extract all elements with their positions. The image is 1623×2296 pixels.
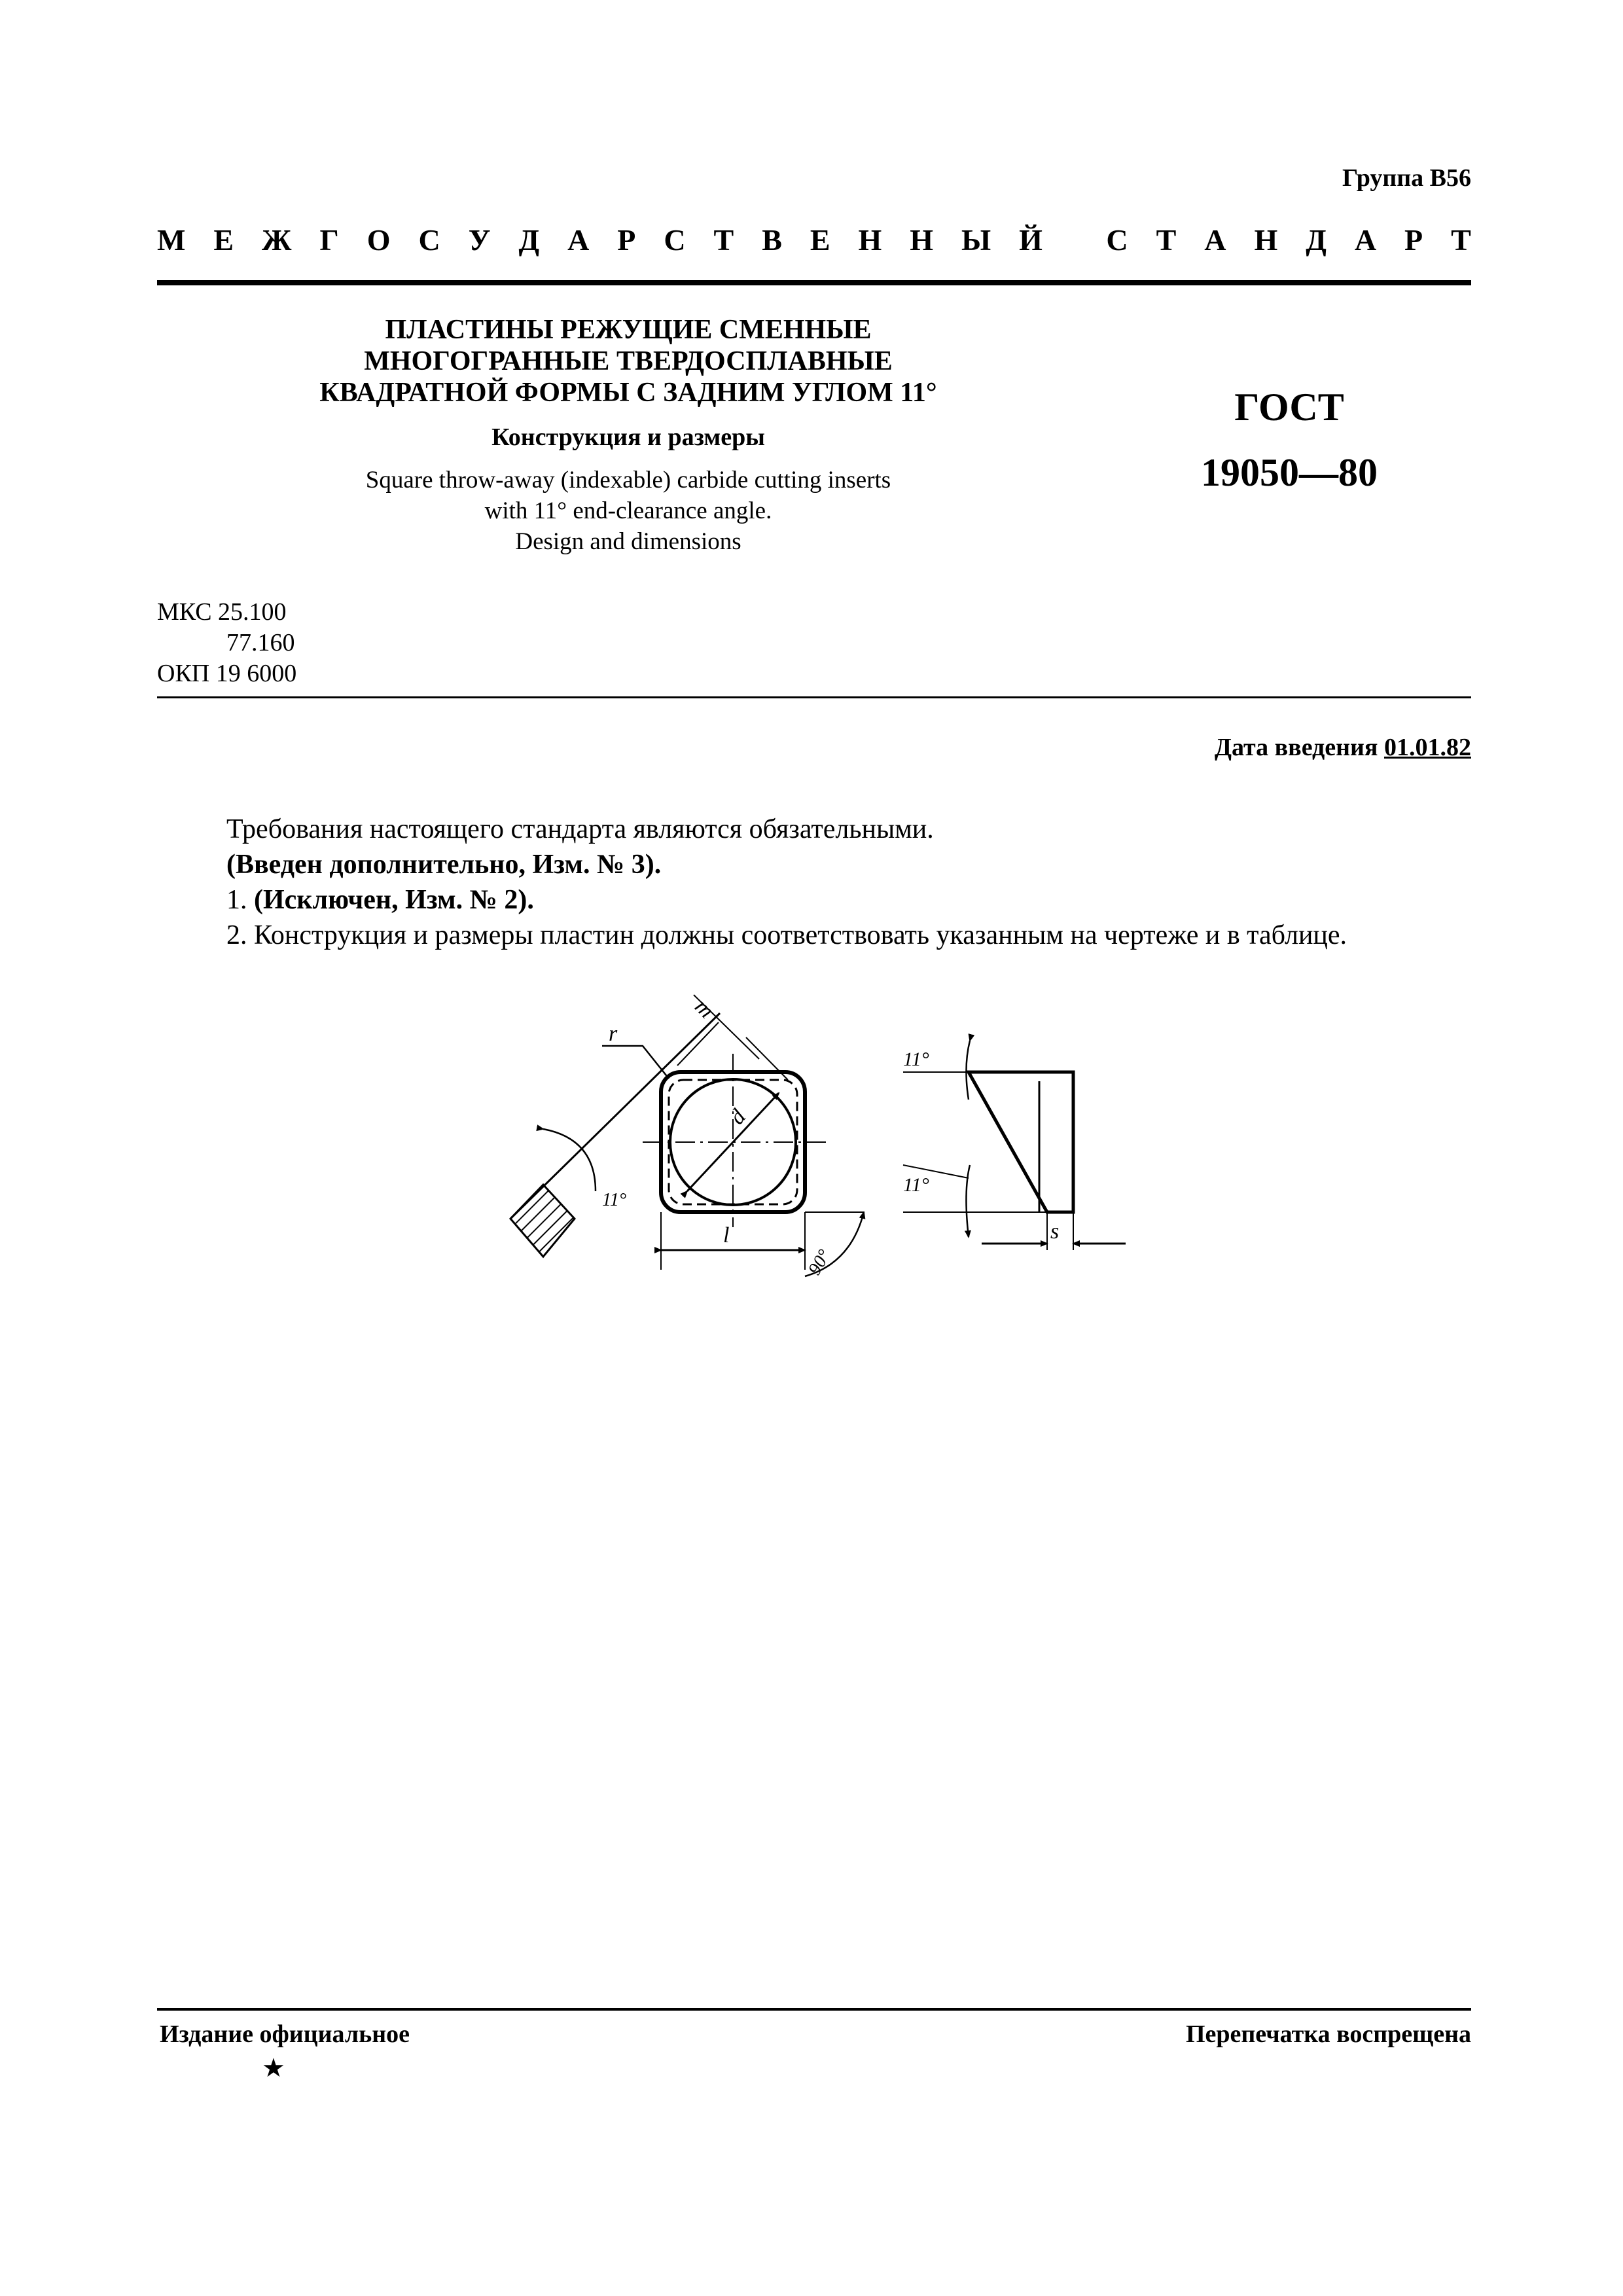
- standard-type-letter: [1071, 223, 1079, 257]
- item-1-text: (Исключен, Изм. № 2).: [254, 885, 534, 915]
- standard-type-letter: Н: [858, 223, 882, 257]
- label-m: m: [690, 994, 719, 1024]
- standard-type-letter: В: [762, 223, 782, 257]
- standard-type-heading: [157, 223, 1471, 257]
- label-angle-11-bottom: 11°: [903, 1174, 929, 1196]
- gost-designation: [1152, 374, 1427, 505]
- title-en-line-1: Square throw-away (indexable) carbide cutting inserts: [365, 467, 891, 493]
- mks-code-1: МКС 25.100: [157, 598, 287, 626]
- standard-type-letter: А: [1354, 223, 1377, 257]
- classification-codes: [157, 597, 296, 689]
- title-block: [236, 314, 1021, 557]
- footer-official-edition: Издание официальное: [160, 2020, 410, 2048]
- item-1-number: 1.: [226, 885, 254, 915]
- header-rule: [157, 280, 1471, 285]
- label-angle-11-left: 11°: [602, 1190, 627, 1210]
- title-line-1: ПЛАСТИНЫ РЕЖУЩИЕ СМЕННЫЕ: [385, 315, 872, 345]
- label-angle-11-top: 11°: [903, 1049, 929, 1070]
- standard-type-letter: М: [157, 223, 186, 257]
- standard-type-letter: Й: [1019, 223, 1043, 257]
- mks-code-2: 77.160: [226, 629, 295, 656]
- standard-type-letter: С: [1106, 223, 1128, 257]
- standard-type-letter: Р: [1404, 223, 1423, 257]
- standard-type-letter: Н: [1254, 223, 1278, 257]
- standard-type-letter: У: [468, 223, 491, 257]
- standard-type-letter: Д: [1306, 223, 1327, 257]
- standard-type-letter: С: [418, 223, 440, 257]
- paragraph-item-1: [226, 882, 1471, 918]
- label-l: l: [723, 1223, 730, 1247]
- label-r: r: [609, 1022, 618, 1046]
- standard-type-letter: А: [1204, 223, 1226, 257]
- standard-type-letter: Т: [713, 223, 734, 257]
- paragraph-amendment-3: (Введен дополнительно, Изм. № 3).: [226, 850, 662, 880]
- label-s: s: [1050, 1219, 1060, 1244]
- standard-type-letter: Ж: [262, 223, 292, 257]
- title-english: [236, 465, 1021, 557]
- standard-type-letter: С: [664, 223, 686, 257]
- classification-rule: [157, 696, 1471, 698]
- standard-type-letter: Е: [810, 223, 830, 257]
- standard-type-letter: Г: [319, 223, 339, 257]
- date-value: 01.01.82: [1384, 734, 1471, 761]
- label-angle-90: 90°: [804, 1246, 835, 1279]
- gost-number: 19050—80: [1201, 451, 1378, 494]
- title-en-line-3: Design and dimensions: [515, 528, 741, 555]
- square-insert-labels: [602, 994, 835, 1278]
- standard-type-letter: О: [366, 223, 391, 257]
- title-en-line-2: with 11° end-clearance angle.: [484, 497, 772, 524]
- paragraph-mandatory: Требования настоящего стандарта являются обязательными.: [226, 814, 934, 844]
- date-label: Дата введения: [1214, 734, 1384, 761]
- title-subtitle: Конструкция и размеры: [491, 423, 765, 451]
- group-label: Группа В56: [1342, 164, 1471, 192]
- standard-type-letter: Е: [213, 223, 234, 257]
- standard-type-letter: Т: [1156, 223, 1177, 257]
- title-line-2: МНОГОГРАННЫЕ ТВЕРДОСПЛАВНЫЕ: [364, 346, 893, 376]
- standard-type-letter: Н: [910, 223, 934, 257]
- square-insert-view: [510, 995, 864, 1279]
- side-profile-view: [903, 1041, 1126, 1250]
- footer-reprint-prohibited: Перепечатка воспрещена: [1185, 2020, 1471, 2048]
- okp-code: ОКП 19 6000: [157, 660, 297, 687]
- paragraph-item-2: 2. Конструкция и размеры пластин должны соответствовать указанным на чертеже и в таблице.: [226, 920, 1347, 950]
- label-d: d: [724, 1105, 751, 1130]
- effective-date: [1215, 733, 1471, 762]
- footer-rule: [157, 2008, 1471, 2011]
- standard-type-letter: Р: [617, 223, 636, 257]
- title-line-3: КВАДРАТНОЙ ФОРМЫ С ЗАДНИМ УГЛОМ 11°: [319, 378, 937, 408]
- standard-type-letter: Д: [518, 223, 540, 257]
- side-profile-labels: [903, 1049, 1059, 1244]
- body-text: [226, 812, 1471, 953]
- standard-type-letter: А: [567, 223, 590, 257]
- standard-type-letter: Ы: [961, 223, 991, 257]
- insert-drawing: [497, 969, 1139, 1283]
- star-icon: ★: [262, 2053, 285, 2083]
- standard-type-letter: Т: [1451, 223, 1471, 257]
- gost-label: ГОСТ: [1234, 386, 1344, 429]
